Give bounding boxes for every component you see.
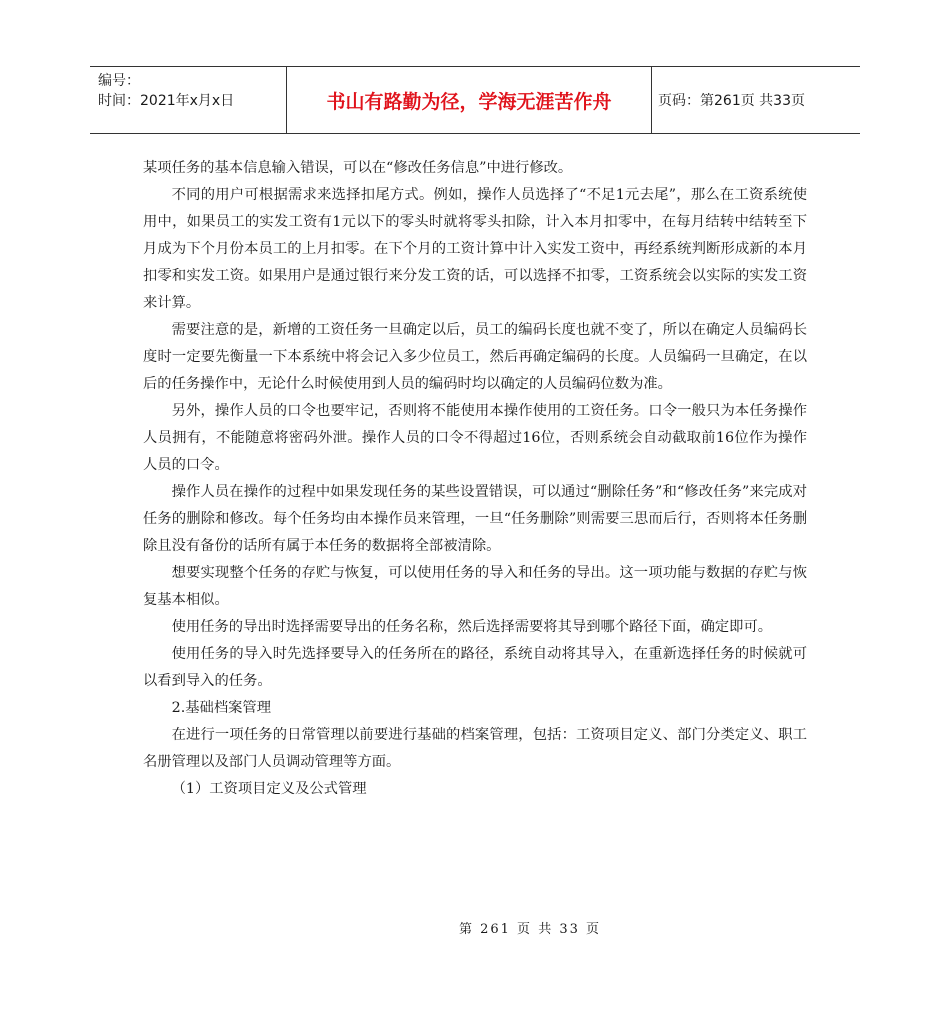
paragraph: 某项任务的基本信息输入错误，可以在“修改任务信息”中进行修改。 (143, 160, 573, 176)
header-page-info: 页码：第261页 共33页 (658, 93, 805, 109)
paragraph: 另外，操作人员的口令也要牢记，否则将不能使用本操作使用的工资任务。口令一般只为本任务操作人员拥有，不能随意将密码外泄。操作人员的口令不得超过16位，否则系统会自动截取前16位作为操作人员的口令。 (143, 403, 807, 473)
time-label: 时间：2021年x月x日 (98, 93, 235, 109)
page-header (90, 66, 860, 134)
paragraph: 在进行一项任务的日常管理以前要进行基础的档案管理，包括：工资项目定义、部门分类定义、职工名册管理以及部门人员调动管理等方面。 (143, 727, 807, 770)
paragraph: 需要注意的是，新增的工资任务一旦确定以后，员工的编码长度也就不变了，所以在确定人员编码长度时一定要先衡量一下本系统中将会记入多少位员工，然后再确定编码的长度。人员编码一旦确定，在以后的任务操作中，无论什么时候使用到人员的编码时均以确定的人员编码位数为准。 (143, 322, 807, 392)
header-motto: 书山有路勤为径，学海无涯苦作舟 (286, 67, 652, 133)
paragraph: 操作人员在操作的过程中如果发现任务的某些设置错误，可以通过“删除任务”和“修改任务”来完成对任务的删除和修改。每个任务均由本操作员来管理，一旦“任务删除”则需要三思而后行，否则将本任务删除且没有备份的话所有属于本任务的数据将全部被清除。 (143, 484, 807, 554)
header-meta (98, 71, 284, 111)
paragraph: 使用任务的导出时选择需要导出的任务名称，然后选择需要将其导到哪个路径下面，确定即可。 (171, 619, 773, 635)
page-footer: 第 261 页 共 33 页 (458, 922, 602, 937)
document-body (143, 155, 807, 803)
paragraph: 不同的用户可根据需求来选择扣尾方式。例如，操作人员选择了“不足1元去尾”，那么在工资系统使用中，如果员工的实发工资有1元以下的零头时就将零头扣除，计入本月扣零中，在每月结转中结转至下月成为下个月份本员工的上月扣零。在下个月的工资计算中计入实发工资中，再经系统判断形成新的本月扣零和实发工资。如果用户是通过银行来分发工资的话，可以选择不扣零，工资系统会以实际的实发工资来计算。 (143, 187, 807, 311)
paragraph: 想要实现整个任务的存贮与恢复，可以使用任务的导入和任务的导出。这一项功能与数据的存贮与恢复基本相似。 (143, 565, 807, 608)
paragraph: 使用任务的导入时先选择要导入的任务所在的路径，系统自动将其导入，在重新选择任务的时候就可以看到导入的任务。 (143, 646, 807, 689)
number-label: 编号： (98, 73, 140, 89)
section-heading: 2.基础档案管理 (171, 700, 272, 716)
subsection-heading: （1）工资项目定义及公式管理 (171, 781, 367, 797)
